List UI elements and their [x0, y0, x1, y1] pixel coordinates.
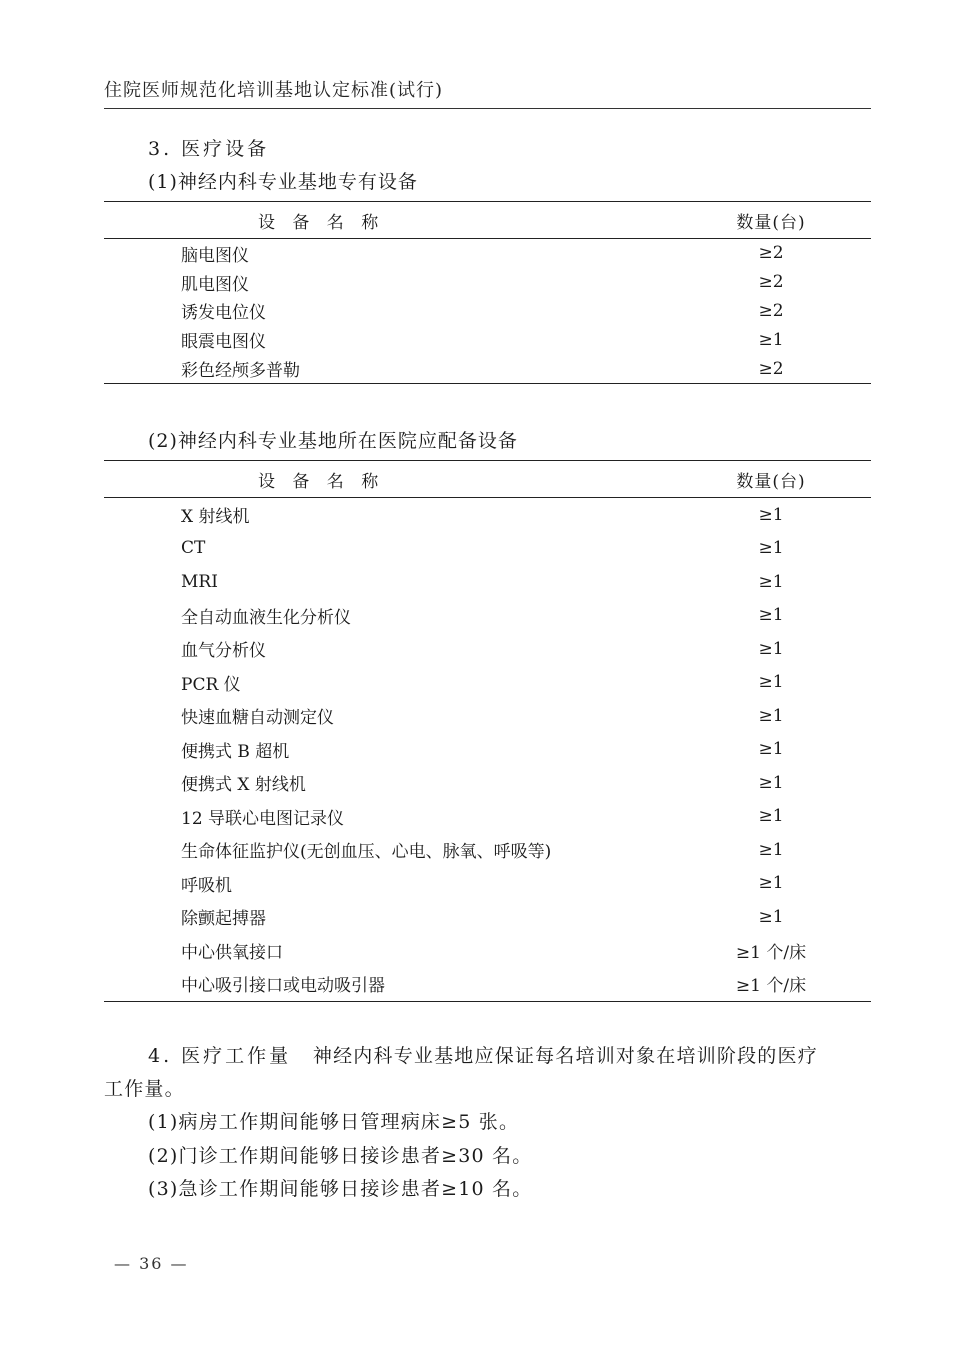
column-header-quantity: 数量(台) [671, 202, 871, 239]
table-row [104, 867, 871, 901]
quantity-cell: ≥1 [758, 638, 784, 659]
quantity-cell: ≥1 [758, 672, 784, 693]
table-row [104, 325, 871, 354]
quantity-cell: ≥1 [758, 705, 784, 726]
workload-item: (1)病房工作期间能够日管理病床≥5 张。 [148, 1111, 520, 1133]
equipment-name-cell: 除颤起搏器 [181, 909, 266, 930]
quantity-cell: ≥1 个/床 [671, 967, 871, 1001]
table-row [104, 268, 871, 297]
table-row [104, 666, 871, 700]
section-3-heading: 3. 医疗设备 [148, 138, 270, 160]
quantity-cell: ≥1 [758, 873, 784, 894]
table-row [104, 699, 871, 733]
equipment-name-cell: 生命体征监护仪(无创血压、心电、脉氧、呼吸等) [181, 842, 552, 863]
equipment-name-cell: 12 导联心电图记录仪 [181, 808, 345, 829]
table-2-title: (2)神经内科专业基地所在医院应配备设备 [148, 430, 518, 452]
quantity-cell: ≥1 [758, 329, 784, 350]
equipment-name-cell: CT [181, 538, 206, 559]
quantity-cell: ≥2 [758, 300, 784, 321]
table-row [104, 733, 871, 767]
table-header-row [104, 461, 871, 498]
workload-item: (2)门诊工作期间能够日接诊患者≥30 名。 [148, 1145, 533, 1167]
table-row [104, 800, 871, 834]
table-row [104, 532, 871, 566]
equipment-name-cell: PCR 仪 [181, 674, 241, 695]
table-row [104, 632, 871, 666]
equipment-name-cell: 脑电图仪 [181, 245, 249, 266]
equipment-name-cell: 便携式 X 射线机 [181, 775, 306, 796]
equipment-name-cell: X 射线机 [181, 507, 250, 528]
quantity-cell: ≥1 [758, 739, 784, 760]
quantity-cell: ≥1 [758, 605, 784, 626]
equipment-name-cell: 彩色经颅多普勒 [104, 354, 671, 383]
table-row [104, 354, 871, 383]
equipment-name-cell: 全自动血液生化分析仪 [181, 607, 351, 628]
hospital-equipment-table [104, 460, 871, 1002]
table-row [104, 565, 871, 599]
section-4-intro-continuation: 工作量。 [104, 1078, 185, 1100]
equipment-name-cell: 血气分析仪 [181, 641, 266, 662]
equipment-name-cell: 中心吸引接口或电动吸引器 [104, 967, 671, 1001]
quantity-cell: ≥1 [758, 906, 784, 927]
section-4-heading: 4. 医疗工作量 [148, 1045, 292, 1067]
header-rule [104, 108, 871, 109]
quantity-cell: ≥1 [758, 772, 784, 793]
quantity-cell: ≥1 [758, 806, 784, 827]
equipment-name-cell: 中心供氧接口 [181, 942, 283, 963]
section-4-intro: 神经内科专业基地应保证每名培训对象在培训阶段的医疗 [312, 1045, 818, 1067]
equipment-name-cell: 诱发电位仪 [181, 303, 266, 324]
quantity-cell: ≥1 个/床 [735, 942, 807, 963]
column-header-equipment-name: 设 备 名 称 [104, 461, 671, 498]
quantity-cell: ≥1 [758, 538, 784, 559]
column-header-quantity: 数量(台) [671, 461, 871, 498]
equipment-name-cell: MRI [181, 571, 218, 592]
table-header-row [104, 202, 871, 239]
dedicated-equipment-table [104, 201, 871, 384]
equipment-name-cell: 肌电图仪 [181, 274, 249, 295]
table-row [104, 833, 871, 867]
table-row [104, 900, 871, 934]
table-row [104, 934, 871, 968]
section-4-first-line [148, 1040, 818, 1072]
equipment-name-cell: 呼吸机 [181, 875, 232, 896]
table-row [104, 297, 871, 326]
quantity-cell: ≥1 [758, 839, 784, 860]
quantity-cell: ≥2 [758, 272, 784, 293]
column-header-equipment-name: 设 备 名 称 [104, 202, 671, 239]
quantity-cell: ≥2 [671, 354, 871, 383]
equipment-name-cell: 便携式 B 超机 [181, 741, 290, 762]
workload-item: (3)急诊工作期间能够日接诊患者≥10 名。 [148, 1178, 533, 1200]
quantity-cell: ≥1 [758, 571, 784, 592]
page-number: — 36 — [114, 1254, 189, 1273]
table-row [104, 967, 871, 1001]
table-1-title: (1)神经内科专业基地专有设备 [148, 171, 418, 193]
equipment-name-cell: 眼震电图仪 [181, 332, 266, 353]
quantity-cell: ≥2 [758, 243, 784, 264]
table-row [104, 599, 871, 633]
table-row [104, 498, 871, 532]
table-row [104, 239, 871, 268]
table-row [104, 766, 871, 800]
quantity-cell: ≥1 [758, 504, 784, 525]
equipment-name-cell: 快速血糖自动测定仪 [181, 708, 334, 729]
running-header: 住院医师规范化培训基地认定标准(试行) [104, 80, 444, 101]
